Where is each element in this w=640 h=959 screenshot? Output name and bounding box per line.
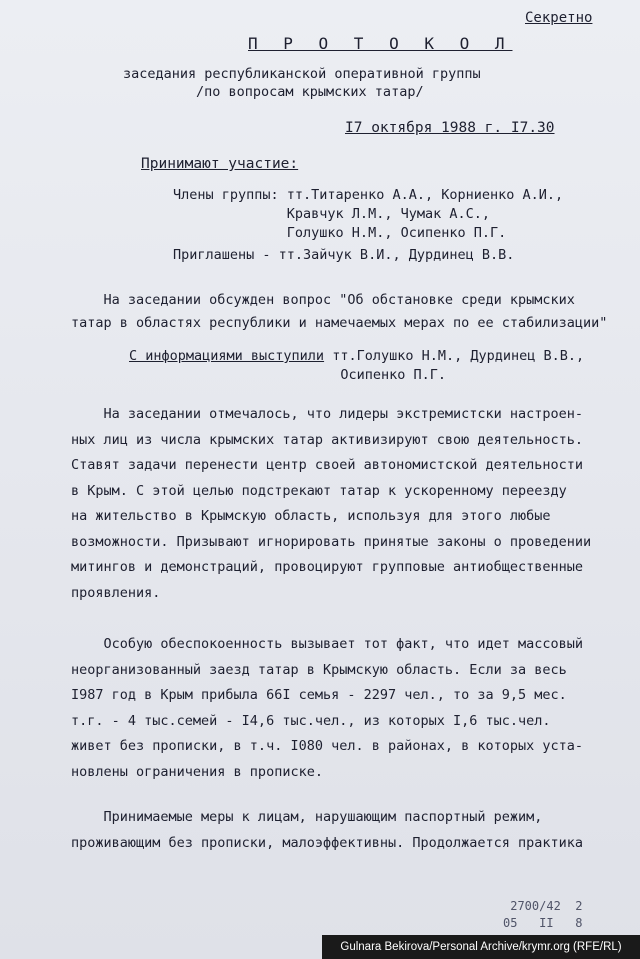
paragraph-line: Особую обеспокоенность вызывает тот факт, что идет массовый (71, 636, 584, 652)
participants-heading: Принимают участие: (141, 156, 299, 172)
discussed-issue (71, 289, 607, 335)
paragraph-line: живет без прописки, в т.ч. I080 чел. в районах, в которых уста- (71, 738, 584, 754)
paragraph-1 (71, 402, 591, 606)
members-line: Голушко Н.М., Осипенко П.Г. (173, 225, 507, 241)
paragraph-line: проживающим без прописки, малоэффективны. Продолжается практика (71, 834, 584, 851)
paragraph-line: I987 год в Крым прибыла 66I семья - 2297 чел., то за 9,5 мес. (71, 687, 567, 703)
speakers-block (129, 347, 584, 385)
paragraph-line: митингов и демонстраций, провоцируют групповые антиобщественные (71, 559, 584, 575)
paragraph-3 (71, 805, 583, 856)
group-members (173, 186, 563, 243)
paragraph-line: проявления. (71, 584, 161, 601)
paragraph-line: На заседании отмечалось, что лидеры экстремистски настроен- (71, 406, 584, 422)
speakers-line-2: Осипенко П.Г. (129, 367, 446, 383)
paragraph-line: возможности. Призывают игнорировать принятые законы о проведении (71, 533, 592, 550)
paragraph-2 (71, 632, 583, 785)
speakers-names: тт.Голушко Н.М., Дурдинец В.В., (324, 348, 585, 364)
paragraph-line: т.г. - 4 тыс.семей - I4,6 тыс.чел., из которых I,6 тыс.чел. (71, 712, 551, 729)
paragraph-line: ных лиц из числа крымских татар активизируют свою деятельность. (71, 431, 584, 448)
discussed-line: татар в областях республики и намечаемых мерах по ее стабилизации" (71, 315, 608, 331)
paragraph-line: в Крым. С этой целью подстрекают татар к ускоренному переезду (71, 482, 567, 499)
archive-mark-line-1: 2700/42 2 (503, 899, 583, 913)
archive-mark (503, 898, 582, 932)
paragraph-line: неорганизованный заезд татар в Крымскую область. Если за весь (71, 661, 567, 678)
paragraph-line: новлены ограничения в прописке. (71, 763, 323, 780)
document-title: П Р О Т О К О Л (248, 34, 513, 53)
paragraph-line: на жительство в Крымскую область, используя для этого любые (71, 508, 551, 524)
classification-stamp: Секретно (525, 10, 593, 26)
document-subtitle-line-2: /по вопросам крымских татар/ (196, 84, 424, 100)
speakers-heading: С информациями выступили (129, 348, 325, 364)
photo-credit: Gulnara Bekirova/Personal Archive/krymr.org (RFE/RL) (322, 935, 640, 959)
members-line: Кравчук Л.М., Чумак А.С., (173, 206, 490, 222)
discussed-line: На заседании обсужден вопрос "Об обстановке среди крымских (71, 292, 575, 308)
meeting-date-time: I7 октября 1988 г. I7.30 (345, 120, 555, 136)
document-subtitle-line-1: заседания республиканской оперативной группы (123, 66, 481, 82)
paragraph-line: Ставят задачи перенести центр своей автономистской деятельности (71, 457, 584, 473)
speakers-line-1 (129, 347, 584, 366)
members-line: Члены группы: тт.Титаренко А.А., Корниенко А.И., (173, 187, 564, 203)
paragraph-line: Принимаемые меры к лицам, нарушающим паспортный режим, (71, 809, 543, 825)
invited-line: Приглашены - тт.Зайчук В.И., Дурдинец В.В. (173, 247, 515, 263)
archive-mark-line-2: 05 II 8 (503, 916, 583, 930)
